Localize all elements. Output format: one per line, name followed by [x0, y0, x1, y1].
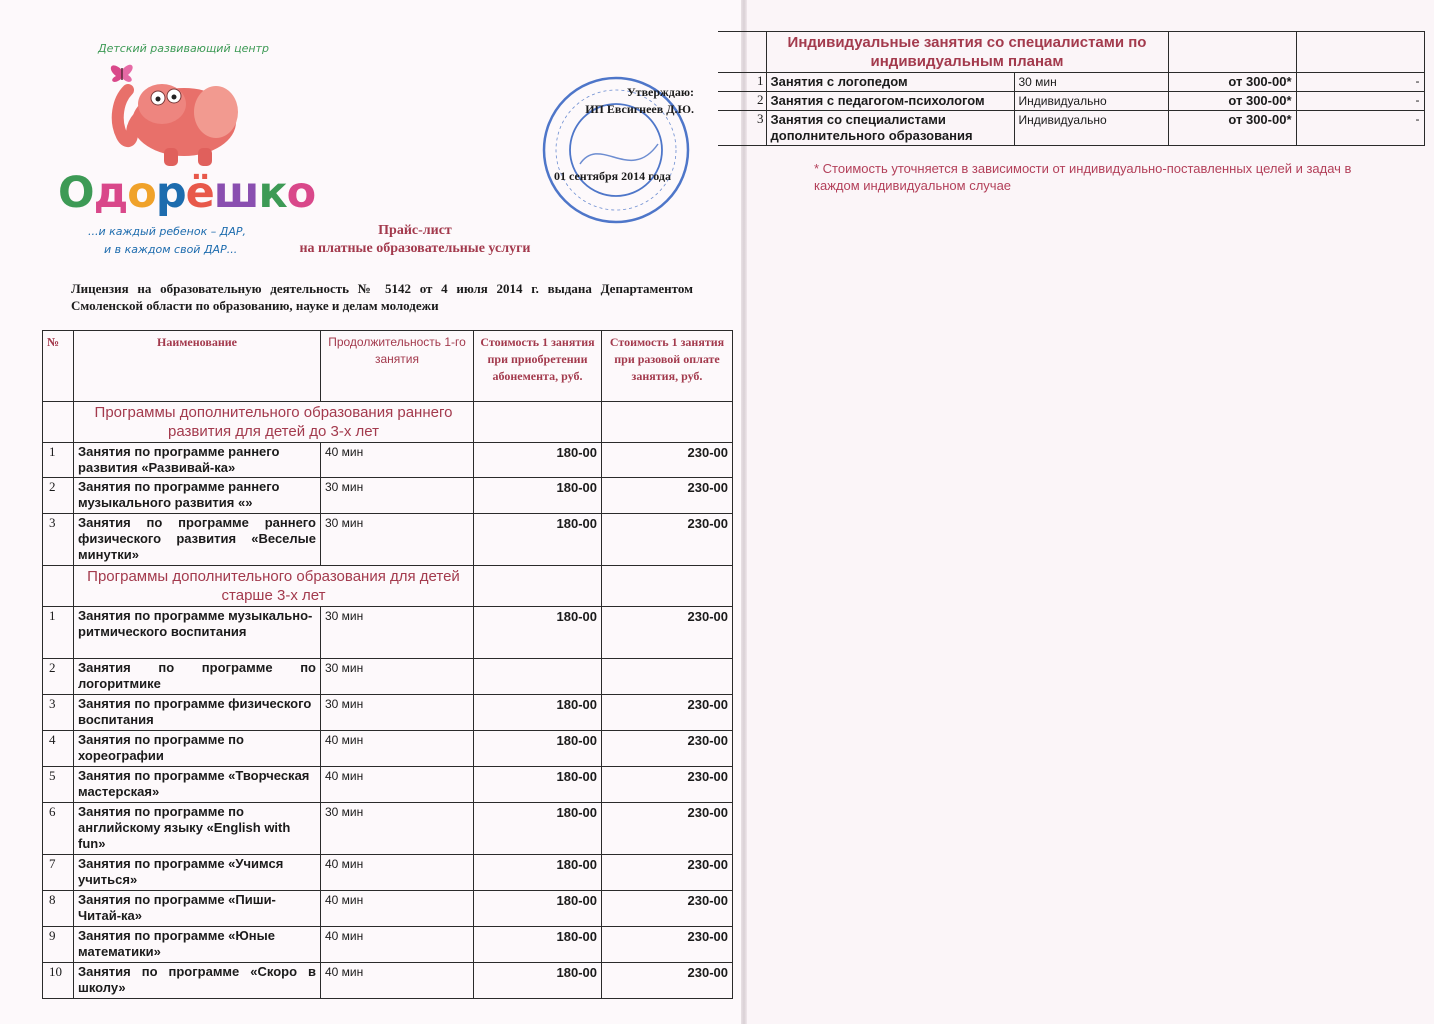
row-duration: 30 мин	[321, 607, 474, 659]
row-price-single: 230-00	[602, 927, 733, 963]
row-duration: 40 мин	[321, 963, 474, 999]
logo-letter: к	[258, 168, 287, 218]
row-name: Занятия по программе «Скоро в школу»	[74, 963, 321, 999]
section-spacer	[602, 402, 733, 443]
row-number: 3	[43, 695, 74, 731]
approver-name: ИП Евсигнеев Д.Ю.	[585, 102, 694, 116]
logo-letter: о	[127, 168, 156, 218]
row-number: 1	[718, 73, 766, 92]
table-row	[43, 891, 733, 927]
row-number: 5	[43, 767, 74, 803]
table-row	[43, 659, 733, 695]
table-header-row	[43, 331, 733, 402]
title-line: на платные образовательные услуги	[299, 241, 531, 256]
section-title: Программы дополнительного образования раннего развития для детей до 3-х лет	[74, 402, 474, 443]
row-number: 9	[43, 927, 74, 963]
col-header-num: №	[43, 331, 74, 402]
row-duration: 30 мин	[321, 478, 474, 514]
section-row	[43, 402, 733, 443]
row-name: Занятия по программе «Творческая мастерская»	[74, 767, 321, 803]
row-price-subscription: 180-00	[474, 443, 602, 478]
row-duration: 30 мин	[321, 659, 474, 695]
row-duration: 40 мин	[321, 443, 474, 478]
section-spacer	[602, 566, 733, 607]
row-number: 3	[43, 514, 74, 566]
approval-date: 01 сентября 2014 года	[554, 169, 671, 183]
price-table	[42, 330, 733, 999]
row-number: 1	[43, 607, 74, 659]
row-name: Занятия по программе «Учимся учиться»	[74, 855, 321, 891]
logo-wordmark	[58, 168, 315, 218]
logo-letter: д	[93, 168, 128, 218]
row-duration: 40 мин	[321, 767, 474, 803]
logo-letter: ш	[213, 168, 259, 218]
row-name: Занятия по программе по хореографии	[74, 731, 321, 767]
row-number: 10	[43, 963, 74, 999]
row-price-single: 230-00	[602, 695, 733, 731]
col-header-price-sub: Стоимость 1 занятия при приобретении абонемента, руб.	[474, 331, 602, 402]
page-gutter	[741, 0, 747, 1024]
table-row	[43, 927, 733, 963]
row-number: 4	[43, 731, 74, 767]
row-price-single: 230-00	[602, 607, 733, 659]
row-number: 2	[718, 92, 766, 111]
logo-caption: Детский развивающий центр	[98, 42, 269, 55]
approval-label: Утверждаю:	[626, 85, 694, 99]
row-price-single: 230-00	[602, 855, 733, 891]
row-name: Занятия по программе по логоритмике	[74, 659, 321, 695]
slogan-line: и в каждом свой ДАР...	[104, 243, 238, 256]
row-number: 7	[43, 855, 74, 891]
col-header-duration: Продолжительность 1-го занятия	[321, 331, 474, 402]
row-number: 8	[43, 891, 74, 927]
row-price-subscription: 180-00	[474, 514, 602, 566]
row-price-single	[602, 659, 733, 695]
table-row	[718, 92, 1424, 111]
row-duration: 30 мин	[321, 695, 474, 731]
row-name: Занятия по программе «Юные математики»	[74, 927, 321, 963]
row-price-subscription: 180-00	[474, 855, 602, 891]
col-header-name: Наименование	[74, 331, 321, 402]
row-name: Занятия с педагогом-психологом	[766, 92, 1014, 111]
row-duration: 40 мин	[321, 891, 474, 927]
logo-letter: о	[286, 168, 316, 218]
row-price-single: 230-00	[602, 514, 733, 566]
table-row	[43, 443, 733, 478]
row-price-subscription	[474, 659, 602, 695]
footnote: * Стоимость уточняется в зависимости от индивидуально-поставленных целей и задач в каждом индивидуальном случае	[814, 161, 1352, 193]
table-row	[43, 803, 733, 855]
table-row	[43, 478, 733, 514]
right-page	[746, 0, 1434, 1024]
section-spacer	[474, 402, 602, 443]
row-price-single: 230-00	[602, 963, 733, 999]
butterfly-icon	[111, 65, 133, 82]
row-duration: 30 мин	[321, 803, 474, 855]
logo-slogan	[88, 223, 246, 259]
row-duration: 40 мин	[321, 927, 474, 963]
row-price-subscription: 180-00	[474, 695, 602, 731]
row-number: 2	[43, 478, 74, 514]
row-name: Занятия по программе раннего музыкального развития «»	[74, 478, 321, 514]
row-number: 2	[43, 659, 74, 695]
row-duration: 40 мин	[321, 855, 474, 891]
row-name: Занятия по программе физического воспитания	[74, 695, 321, 731]
table-row	[43, 963, 733, 999]
row-price-single: -	[1296, 73, 1424, 92]
row-price-single: 230-00	[602, 767, 733, 803]
section-title: Программы дополнительного образования для детей старше 3-х лет	[74, 566, 474, 607]
row-price-subscription: от 300-00*	[1168, 92, 1296, 111]
row-number: 6	[43, 803, 74, 855]
row-price-subscription: 180-00	[474, 731, 602, 767]
row-name: Занятия по программе музыкально-ритмического воспитания	[74, 607, 321, 659]
section-spacer	[43, 402, 74, 443]
table-row	[43, 731, 733, 767]
row-number: 1	[43, 443, 74, 478]
row-price-single: 230-00	[602, 731, 733, 767]
row-duration: 30 мин	[1014, 73, 1168, 92]
slogan-line: ...и каждый ребенок – ДАР,	[88, 225, 246, 238]
row-duration: 40 мин	[321, 731, 474, 767]
table-row	[43, 514, 733, 566]
row-number: 3	[718, 111, 766, 146]
row-price-subscription: 180-00	[474, 767, 602, 803]
table-row	[718, 73, 1424, 92]
row-name: Занятия по программе раннего развития «Развивай-ка»	[74, 443, 321, 478]
section-spacer	[43, 566, 74, 607]
section-title: Индивидуальные занятия со специалистами по индивидуальным планам	[766, 32, 1168, 73]
section-row	[43, 566, 733, 607]
license-text: Лицензия на образовательную деятельность № 5142 от 4 июля 2014 г. выдана Департаментом Смоленской области по образованию, науке и делам молодежи	[71, 281, 693, 313]
page-title	[260, 222, 570, 258]
row-duration: Индивидуально	[1014, 92, 1168, 111]
logo-letter: р	[155, 168, 186, 218]
row-price-subscription: 180-00	[474, 607, 602, 659]
row-duration: 30 мин	[321, 514, 474, 566]
row-name: Занятия с логопедом	[766, 73, 1014, 92]
row-duration: Индивидуально	[1014, 111, 1168, 146]
row-price-subscription: от 300-00*	[1168, 73, 1296, 92]
row-price-single: 230-00	[602, 443, 733, 478]
row-price-subscription: 180-00	[474, 927, 602, 963]
row-price-subscription: 180-00	[474, 478, 602, 514]
table-row	[43, 767, 733, 803]
row-name: Занятия по программе по английскому языку «English with fun»	[74, 803, 321, 855]
row-name: Занятия со специалистами дополнительного образования	[766, 111, 1014, 146]
table-row	[718, 111, 1424, 146]
logo-letter: О	[58, 168, 94, 218]
table-row	[43, 607, 733, 659]
row-price-single: 230-00	[602, 803, 733, 855]
individual-table	[718, 31, 1425, 146]
row-price-subscription: 180-00	[474, 891, 602, 927]
row-price-single: -	[1296, 92, 1424, 111]
row-price-subscription: 180-00	[474, 963, 602, 999]
col-header-price-single: Стоимость 1 занятия при разовой оплате занятия, руб.	[602, 331, 733, 402]
row-name: Занятия по программе раннего физического развития «Веселые минутки»	[74, 514, 321, 566]
table-row	[43, 695, 733, 731]
logo-letter: ё	[185, 168, 214, 218]
row-price-single: -	[1296, 111, 1424, 146]
row-price-single: 230-00	[602, 478, 733, 514]
table-row	[43, 855, 733, 891]
row-price-subscription: 180-00	[474, 803, 602, 855]
approval-block	[548, 84, 694, 183]
elephant-logo-icon	[98, 60, 248, 170]
row-price-subscription: от 300-00*	[1168, 111, 1296, 146]
section-spacer	[474, 566, 602, 607]
section-row	[718, 32, 1424, 73]
row-price-single: 230-00	[602, 891, 733, 927]
title-line: Прайс-лист	[378, 223, 452, 238]
row-name: Занятия по программе «Пиши-Читай-ка»	[74, 891, 321, 927]
